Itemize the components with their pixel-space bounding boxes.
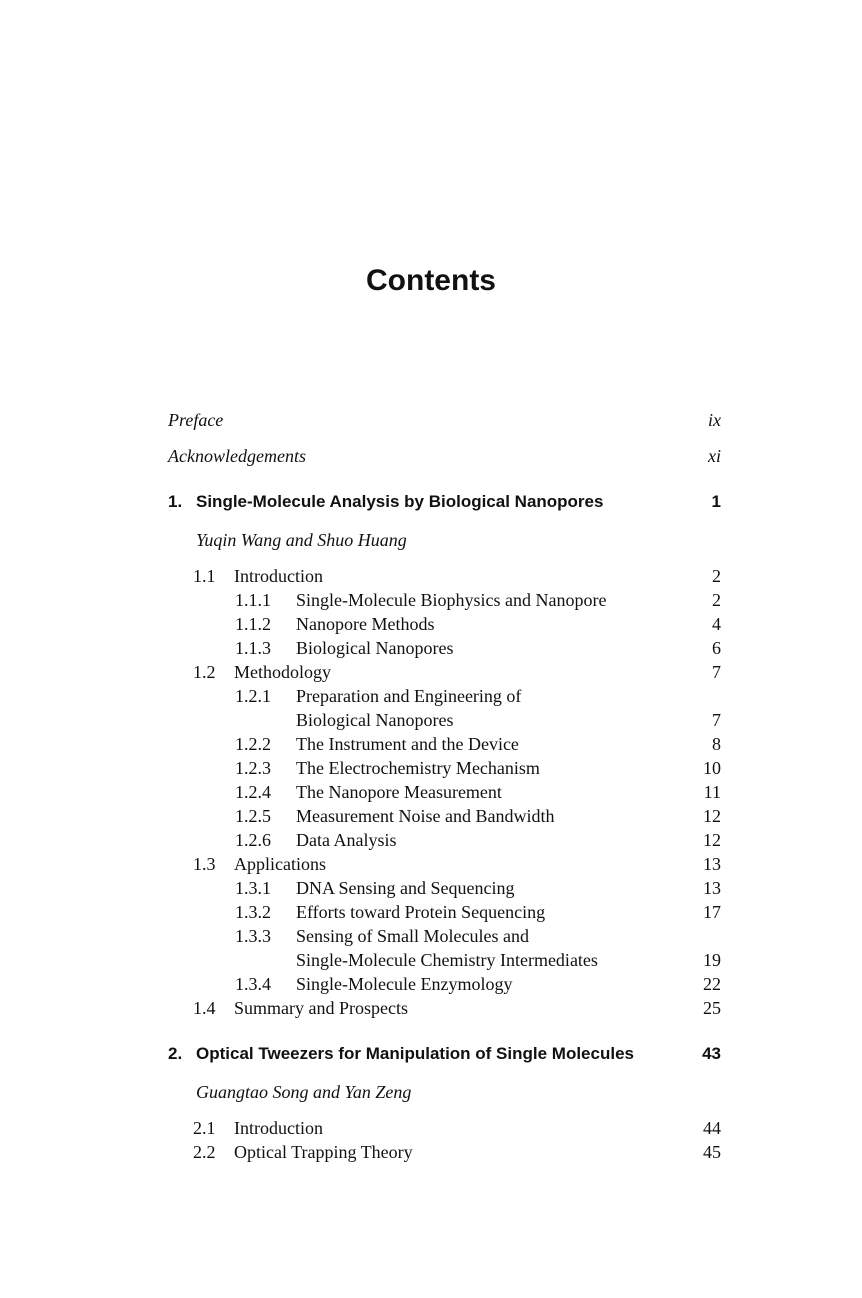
toc-page-number: 13 [703,878,721,898]
subsection-title: Biological Nanopores [296,638,454,658]
section-title: Methodology [234,662,331,682]
toc-subsection[interactable] [168,588,721,612]
section-number: 1.4 [193,998,216,1018]
toc-page-number: 7 [712,710,721,730]
toc-subsection[interactable] [168,924,721,948]
subsection-number: 1.3.4 [235,974,271,994]
toc-page-number: 2 [712,566,721,586]
toc-entry-acknowledgements[interactable] [168,444,721,468]
toc-chapter-2[interactable] [168,1042,721,1066]
toc-section[interactable] [168,660,721,684]
toc-subsection[interactable] [168,780,721,804]
subsection-title: Single-Molecule Chemistry Intermediates [296,950,598,970]
section-title: Introduction [234,1118,323,1138]
toc-subsection[interactable] [168,804,721,828]
subsection-number: 1.2.3 [235,758,271,778]
toc-page-number: 17 [703,902,721,922]
subsection-number: 1.3.2 [235,902,271,922]
toc-section[interactable] [168,1116,721,1140]
subsection-title: Measurement Noise and Bandwidth [296,806,555,826]
chapter-number: 1. [168,492,183,511]
toc-subsection[interactable] [168,732,721,756]
toc-page-number: 8 [712,734,721,754]
section-title: Optical Trapping Theory [234,1142,413,1162]
toc-subsection[interactable] [168,612,721,636]
toc-subsection[interactable] [168,756,721,780]
subsection-title: Efforts toward Protein Sequencing [296,902,546,922]
toc-section[interactable] [168,852,721,876]
toc-entry-preface[interactable] [168,408,721,432]
chapter-authors [168,1080,721,1104]
toc-subsection[interactable] [168,876,721,900]
toc-page-number: ix [708,410,721,430]
toc-page-number: 12 [703,830,721,850]
toc-page-number: 12 [703,806,721,826]
toc-page-number: 22 [703,974,721,994]
subsection-title: The Nanopore Measurement [296,782,502,802]
toc-subsection-continued[interactable] [168,948,721,972]
chapter-authors [168,528,721,552]
subsection-title: The Electrochemistry Mechanism [296,758,540,778]
toc-entry-label: Acknowledgements [168,446,306,466]
toc-page-number: 43 [702,1044,721,1063]
subsection-title: The Instrument and the Device [296,734,519,754]
subsection-number: 1.1.2 [235,614,271,634]
page-title: Contents [366,264,496,297]
toc-page-number: 19 [703,950,721,970]
section-title: Summary and Prospects [234,998,408,1018]
toc-page-number: 45 [703,1142,721,1162]
toc-section[interactable] [168,996,721,1020]
section-number: 2.2 [193,1142,216,1162]
toc-page-number: 25 [703,998,721,1018]
authors-text: Guangtao Song and Yan Zeng [196,1082,412,1102]
subsection-title: Nanopore Methods [296,614,435,634]
toc-page-number: 2 [712,590,721,610]
subsection-number: 1.2.6 [235,830,271,850]
toc-subsection[interactable] [168,684,721,708]
subsection-number: 1.3.1 [235,878,271,898]
subsection-number: 1.2.2 [235,734,271,754]
toc-entry-label: Preface [168,410,224,430]
authors-text: Yuqin Wang and Shuo Huang [196,530,407,550]
toc-page-number: xi [708,446,721,466]
toc-subsection-continued[interactable] [168,708,721,732]
toc-subsection[interactable] [168,828,721,852]
subsection-number: 1.2.1 [235,686,271,706]
subsection-number: 1.1.3 [235,638,271,658]
toc-page-number: 4 [712,614,721,634]
toc-section[interactable] [168,1140,721,1164]
subsection-number: 1.1.1 [235,590,271,610]
toc-section[interactable] [168,564,721,588]
toc-page-number: 6 [712,638,721,658]
subsection-title: Single-Molecule Biophysics and Nanopore [296,590,607,610]
toc-page-number: 7 [712,662,721,682]
subsection-title: Single-Molecule Enzymology [296,974,513,994]
toc-page-number: 10 [703,758,721,778]
chapter-title: Optical Tweezers for Manipulation of Single Molecules [196,1044,634,1063]
subsection-number: 1.2.4 [235,782,271,802]
section-number: 2.1 [193,1118,216,1138]
toc-subsection[interactable] [168,972,721,996]
section-number: 1.1 [193,566,216,586]
chapter-number: 2. [168,1044,183,1063]
section-number: 1.3 [193,854,216,874]
toc-subsection[interactable] [168,636,721,660]
chapter-title: Single-Molecule Analysis by Biological Nanopores [196,492,604,511]
subsection-title: Biological Nanopores [296,710,454,730]
subsection-number: 1.3.3 [235,926,271,946]
toc-chapter-1[interactable] [168,490,721,514]
toc-page-number: 44 [703,1118,721,1138]
toc-subsection[interactable] [168,900,721,924]
subsection-title: Data Analysis [296,830,397,850]
toc-page-number: 1 [711,492,721,511]
subsection-title: DNA Sensing and Sequencing [296,878,515,898]
subsection-title: Preparation and Engineering of [296,686,522,706]
section-number: 1.2 [193,662,216,682]
subsection-title: Sensing of Small Molecules and [296,926,529,946]
toc-page-number: 13 [703,854,721,874]
toc-page-number: 11 [703,782,721,802]
section-title: Introduction [234,566,323,586]
subsection-number: 1.2.5 [235,806,271,826]
section-title: Applications [234,854,326,874]
